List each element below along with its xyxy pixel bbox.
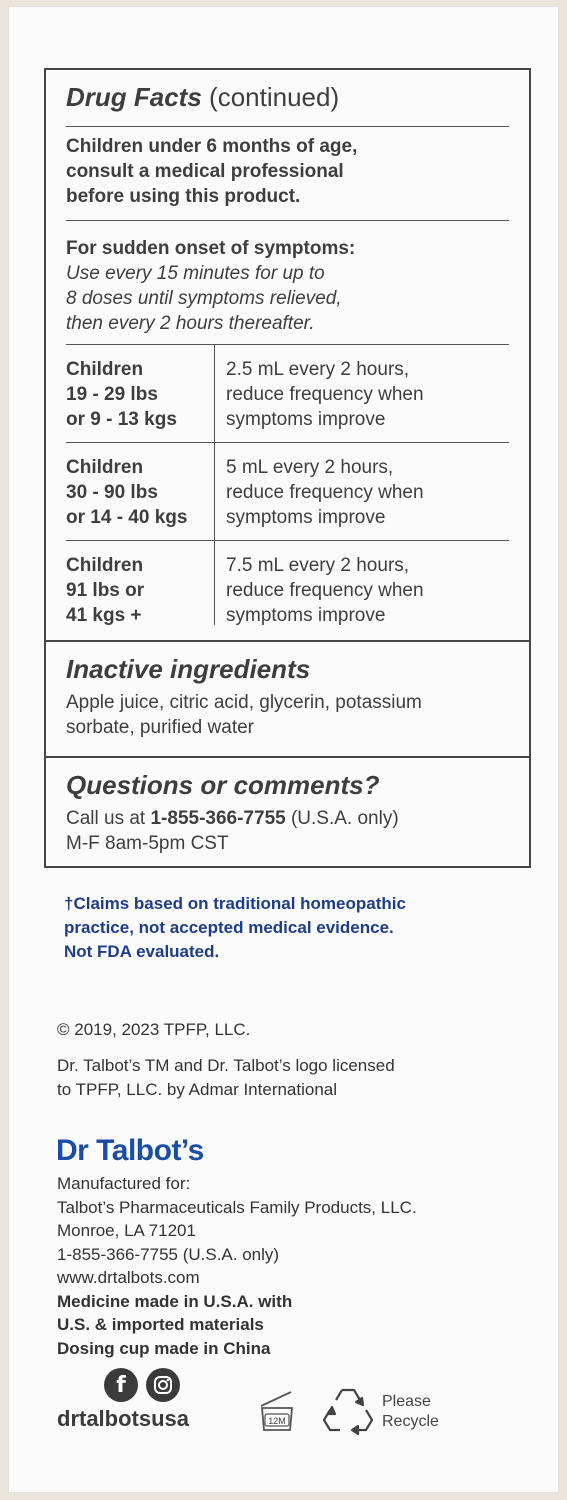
social-handle: drtalbotsusa: [57, 1406, 190, 1431]
dosing-group: [66, 455, 187, 530]
claims-line: practice, not accepted medical evidence.: [64, 918, 394, 937]
drug-facts-title-bold: Drug Facts: [66, 82, 202, 112]
dosing-row: [46, 443, 529, 541]
divider: [66, 126, 509, 127]
dosing-amount-line: symptoms improve: [226, 409, 386, 430]
onset-line: then every 2 hours thereafter.: [66, 313, 315, 334]
dosing-amount-line: 5 mL every 2 hours,: [226, 457, 394, 478]
period-after-opening-icon: [257, 1384, 297, 1434]
dosing-group-line: Children: [66, 359, 144, 380]
dosing-group-line: 19 - 29 lbs: [66, 384, 158, 405]
questions-hours: M-F 8am-5pm CST: [66, 833, 229, 854]
dosing-amount: [226, 357, 424, 432]
dosing-group-line: 30 - 90 lbs: [66, 482, 158, 503]
facebook-icon: f: [104, 1368, 138, 1402]
homeopathic-claims-disclaimer: [64, 892, 406, 964]
manufacturer-info: [57, 1172, 417, 1360]
dosing-amount-line: reduce frequency when: [226, 384, 424, 405]
section-divider: [46, 640, 529, 642]
drug-facts-panel: [44, 68, 531, 868]
manufacturer-line: Talbot’s Pharmaceuticals Family Products, LLC.: [57, 1197, 417, 1217]
questions-contact: [66, 806, 399, 856]
age-warning: [66, 134, 357, 209]
section-divider: [46, 756, 529, 758]
claims-line: †Claims based on traditional homeopathic: [64, 894, 406, 913]
dosing-group: [66, 553, 144, 628]
dosing-amount-line: 7.5 mL every 2 hours,: [226, 555, 410, 576]
manufacturer-line: Monroe, LA 71201: [57, 1221, 196, 1240]
column-divider: [214, 541, 215, 625]
age-warning-line: consult a medical professional: [66, 161, 344, 182]
recycle-label-line: Recycle: [382, 1413, 439, 1430]
inactive-ingredients-list: [66, 690, 422, 740]
onset-heading: For sudden onset of symptoms:: [66, 238, 356, 259]
dosing-group-line: Children: [66, 555, 144, 576]
pao-label: 12M: [268, 1416, 286, 1426]
age-warning-line: before using this product.: [66, 186, 301, 207]
questions-heading: Questions or comments?: [66, 770, 380, 800]
onset-line: 8 doses until symptoms relieved,: [66, 288, 342, 309]
divider: [66, 220, 509, 221]
dosing-amount-line: reduce frequency when: [226, 580, 424, 601]
copyright-notice: © 2019, 2023 TPFP, LLC.: [57, 1020, 251, 1039]
manufacturer-line: Manufactured for:: [57, 1174, 191, 1193]
drug-facts-title: [66, 82, 339, 113]
inactive-ingredients-heading: Inactive ingredients: [66, 654, 311, 684]
dosing-amount-line: symptoms improve: [226, 605, 386, 626]
onset-line: Use every 15 minutes for up to: [66, 263, 325, 284]
instagram-icon: [146, 1368, 180, 1402]
dosing-group-line: Children: [66, 457, 144, 478]
drug-facts-title-continued: (continued): [209, 82, 340, 112]
origin-line: Dosing cup made in China: [57, 1338, 271, 1358]
age-warning-line: Children under 6 months of age,: [66, 136, 358, 157]
questions-phone-line: [66, 806, 399, 831]
dosing-amount-line: reduce frequency when: [226, 482, 424, 503]
dosing-amount: [226, 455, 424, 530]
claims-line: Not FDA evaluated.: [64, 942, 220, 961]
column-divider: [214, 345, 215, 443]
dosing-amount-line: symptoms improve: [226, 507, 386, 528]
questions-phone: 1-855-366-7755: [150, 808, 286, 829]
origin-line: U.S. & imported materials: [57, 1315, 264, 1334]
origin-line: Medicine made in U.S.A. with: [57, 1291, 293, 1311]
questions-suffix: (U.S.A. only): [285, 808, 399, 829]
manufacturer-line: 1-855-366-7755 (U.S.A. only): [57, 1244, 280, 1264]
inactive-ingredients-line: Apple juice, citric acid, glycerin, potassium: [66, 692, 422, 713]
instagram-glyph: [153, 1375, 173, 1395]
license-line: Dr. Talbot’s TM and Dr. Talbot’s logo licensed: [57, 1056, 395, 1075]
dosing-row: [46, 345, 529, 443]
recycle-label: [382, 1392, 439, 1432]
dosing-group-line: 91 lbs or: [66, 580, 145, 601]
dosing-amount: [226, 553, 424, 628]
dosing-group: [66, 357, 177, 432]
license-line: to TPFP, LLC. by Admar International: [57, 1080, 338, 1099]
dosing-amount-line: 2.5 mL every 2 hours,: [226, 359, 410, 380]
recycle-label-line: Please: [382, 1393, 431, 1410]
questions-prefix: Call us at: [66, 808, 151, 829]
dosing-group-line: or 14 - 40 kgs: [66, 507, 188, 528]
column-divider: [214, 443, 215, 541]
brand-logo: Dr Talbot’s: [56, 1134, 204, 1167]
onset-instructions: [66, 236, 355, 336]
inactive-ingredients-line: sorbate, purified water: [66, 717, 254, 738]
recycle-icon: [320, 1384, 376, 1436]
dosing-group-line: 41 kgs +: [66, 605, 142, 626]
dosing-row: [46, 541, 529, 625]
trademark-license: [57, 1054, 395, 1102]
dosing-group-line: or 9 - 13 kgs: [66, 409, 177, 430]
manufacturer-website: www.drtalbots.com: [57, 1268, 200, 1287]
